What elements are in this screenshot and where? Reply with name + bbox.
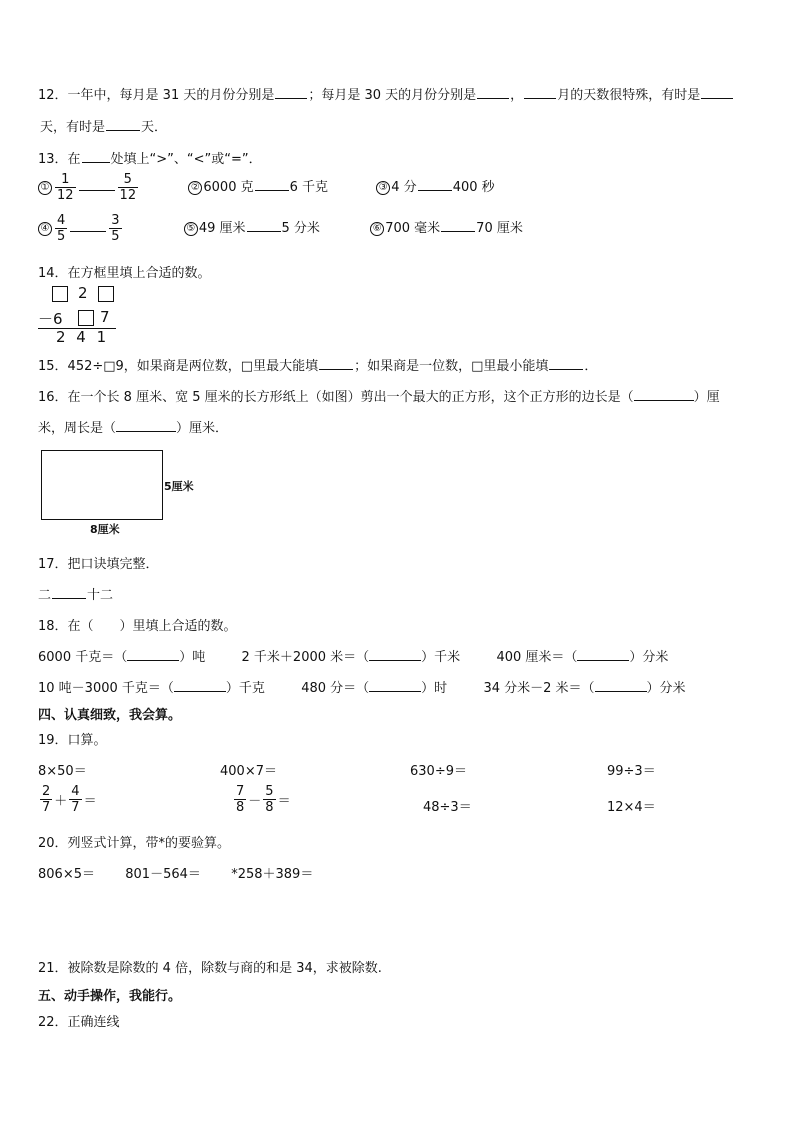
question-12: 12．一年中，每月是 31 天的月份分别是 ；每月是 30 天的月份分别是 ， 月的天数很特殊，有时是 bbox=[38, 84, 734, 103]
question-13-row2: ④ $\frac{4}{5}$ $\frac{3}{5}$ ⑤ 49 厘米 5 分米 ⑥ 700 毫米 70 厘米 bbox=[38, 213, 523, 244]
answer-blank[interactable] bbox=[595, 679, 647, 692]
answer-blank[interactable] bbox=[477, 86, 509, 99]
oral-calc-item: 48÷3＝ bbox=[423, 800, 472, 815]
answer-blank[interactable] bbox=[174, 679, 226, 692]
oral-calc-item: $\frac{2}{7}$ ＋ $\frac{4}{7}$ ＝ bbox=[42, 784, 97, 815]
question-18-row1: 6000 千克＝（ ）吨 2 千米＋2000 米＝（ ）千米 400 厘米＝（ ）分米 bbox=[38, 650, 669, 665]
rectangle-figure bbox=[41, 450, 163, 520]
oral-calc-item: 630÷9＝ bbox=[410, 764, 467, 779]
fraction: $\frac{4}{5}$ bbox=[57, 213, 66, 244]
question-19-stem: 19．口算。 bbox=[38, 733, 107, 748]
answer-blank[interactable] bbox=[52, 586, 86, 599]
answer-blank[interactable] bbox=[70, 219, 106, 232]
answer-blank[interactable] bbox=[106, 118, 140, 131]
answer-blank[interactable] bbox=[418, 178, 452, 191]
answer-blank[interactable] bbox=[116, 419, 176, 432]
item-number: ① bbox=[38, 181, 52, 195]
answer-blank[interactable] bbox=[255, 178, 289, 191]
oral-calc-item: $\frac{7}{8}$ － $\frac{5}{8}$ ＝ bbox=[236, 784, 291, 815]
digit-box[interactable] bbox=[52, 286, 68, 302]
question-22: 22．正确连线 bbox=[38, 1015, 120, 1030]
answer-blank[interactable] bbox=[441, 219, 475, 232]
answer-blank[interactable] bbox=[549, 357, 583, 370]
answer-blank[interactable] bbox=[369, 679, 421, 692]
answer-blank[interactable] bbox=[319, 357, 353, 370]
answer-blank[interactable] bbox=[369, 648, 421, 661]
fraction: $\frac{5}{12}$ bbox=[119, 172, 137, 203]
subtraction-puzzle: 2 －6 7 2 4 1 bbox=[38, 284, 118, 346]
question-16-cont: 米，周长是（ ）厘米． bbox=[38, 421, 229, 436]
oral-calc-item: 8×50＝ bbox=[38, 764, 87, 779]
question-20-stem: 20．列竖式计算，带*的要验算。 bbox=[38, 836, 231, 851]
fraction: $\frac{3}{5}$ bbox=[111, 213, 120, 244]
question-21: 21．被除数是除数的 4 倍，除数与商的和是 34，求被除数. bbox=[38, 961, 382, 976]
question-15: 15．452÷□9，如果商是两位数，□里最大能填 ；如果商是一位数，□里最小能填 ． bbox=[38, 359, 598, 374]
rectangle-width-label: 8厘米 bbox=[90, 523, 120, 536]
question-12-cont: 天，有时是 天． bbox=[40, 120, 168, 135]
digit-box[interactable] bbox=[98, 286, 114, 302]
oral-calc-item: 400×7＝ bbox=[220, 764, 277, 779]
answer-blank[interactable] bbox=[127, 648, 179, 661]
question-13-row1: ① $\frac{1}{12}$ $\frac{5}{12}$ ② 6000 克 6 千克 ③ 4 分 400 秒 bbox=[38, 172, 495, 203]
question-16: 16．在一个长 8 厘米、宽 5 厘米的长方形纸上（如图）剪出一个最大的正方形，这个正方形的边长是（ ）厘 bbox=[38, 390, 720, 405]
oral-calc-item: 12×4＝ bbox=[607, 800, 656, 815]
section-5-heading: 五、动手操作，我能行。 bbox=[38, 989, 182, 1004]
section-4-heading: 四、认真细致，我会算。 bbox=[38, 708, 182, 723]
oral-calc-item: 99÷3＝ bbox=[607, 764, 656, 779]
answer-blank[interactable] bbox=[701, 86, 733, 99]
rectangle-height-label: 5厘米 bbox=[164, 480, 194, 493]
question-13-stem: 13．在 处填上“>”、“<”或“=”． bbox=[38, 152, 262, 167]
question-20-items: 806×5＝ 801－564＝ *258＋389＝ bbox=[38, 867, 314, 882]
question-17-stem: 17．把口诀填完整． bbox=[38, 557, 159, 572]
question-18-stem: 18．在（ ）里填上合适的数。 bbox=[38, 619, 237, 634]
fraction: $\frac{1}{12}$ bbox=[57, 172, 74, 203]
question-14-stem: 14．在方框里填上合适的数。 bbox=[38, 266, 211, 281]
answer-blank[interactable] bbox=[275, 86, 307, 99]
answer-blank[interactable] bbox=[79, 178, 115, 191]
answer-blank[interactable] bbox=[247, 219, 281, 232]
question-18-row2: 10 吨－3000 千克＝（ ）千克 480 分＝（ ）时 34 分米－2 米＝（ ）分米 bbox=[38, 681, 686, 696]
answer-blank[interactable] bbox=[524, 86, 556, 99]
answer-blank[interactable] bbox=[577, 648, 629, 661]
answer-blank[interactable] bbox=[634, 388, 694, 401]
digit-box[interactable] bbox=[78, 310, 94, 326]
question-17-formula: 二 十二 bbox=[38, 588, 114, 603]
